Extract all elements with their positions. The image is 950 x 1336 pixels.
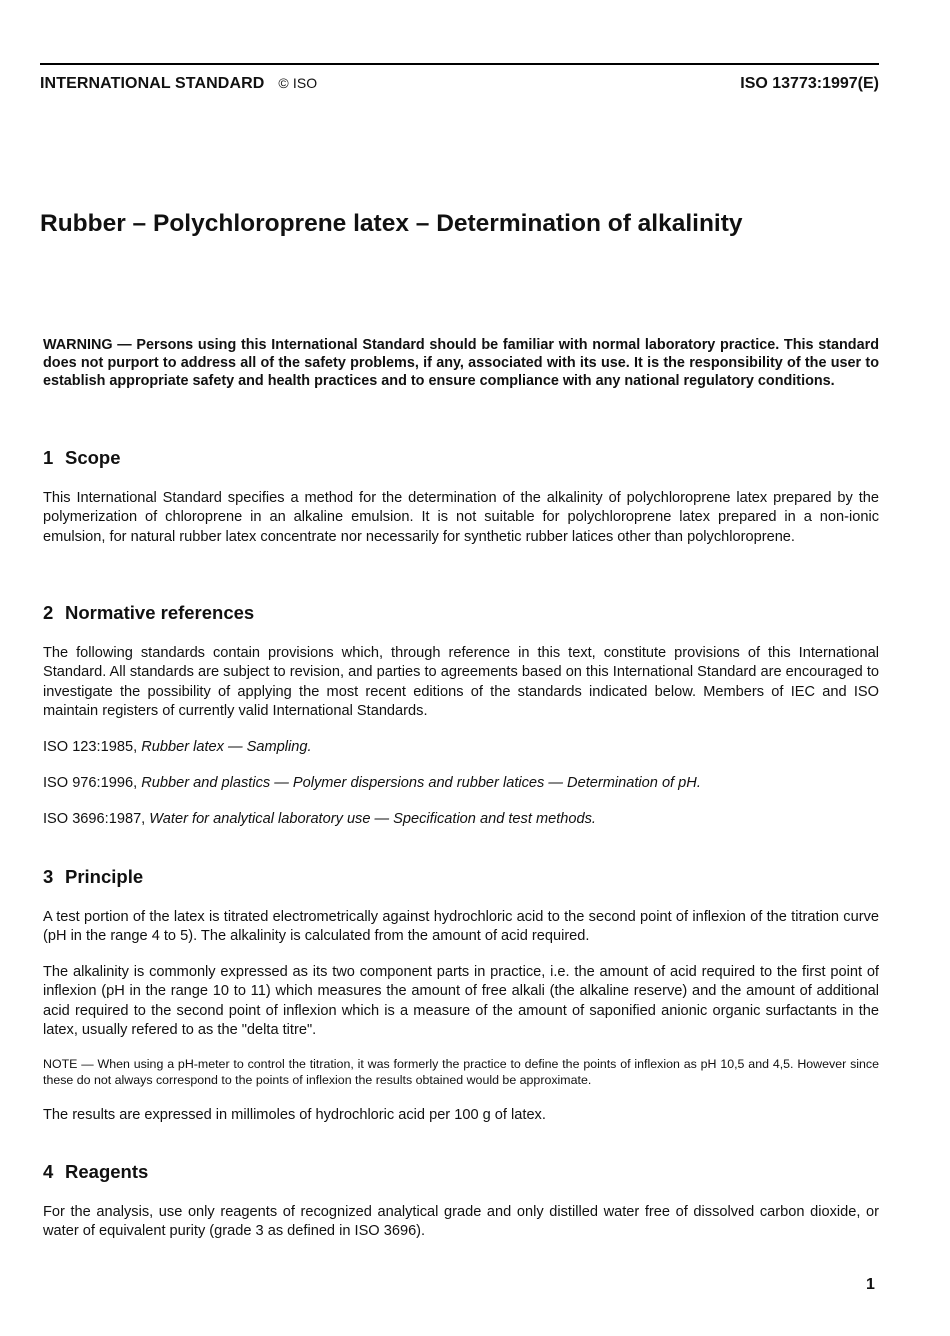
section-title: Normative references	[65, 602, 255, 623]
reference-title: Rubber and plastics — Polymer dispersions and rubber latices — Determination of pH.	[141, 775, 701, 791]
page-number: 1	[866, 1276, 875, 1293]
reagents-paragraph: For the analysis, use only reagents of recognized analytical grade and only distilled water free of dissolved carbon dioxide, or water of equivalent purity (grade 3 as defined in ISO 3696).	[43, 1204, 879, 1240]
reference-title: Water for analytical laboratory use — Specification and test methods.	[149, 811, 596, 827]
reference-item	[43, 738, 879, 757]
page-header	[40, 72, 879, 96]
section-title: Reagents	[65, 1161, 149, 1182]
note-text: NOTE — When using a pH-meter to control the titration, it was formerly the practice to define the points of inflexion as pH 10,5 and 4,5. However since these do not always correspond to the points of inflexion the results obtained would be approximate.	[43, 1057, 879, 1088]
normative-paragraph: The following standards contain provisions which, through reference in this text, constitute provisions of this International Standard. All standards are subject to revision, and parties to agreements based on this International Standard are encouraged to investigate the possibility of applying the most recent editions of the standards indicated below. Members of IEC and ISO maintain registers of currently valid International Standards.	[43, 645, 879, 720]
section-normative-heading	[43, 602, 879, 624]
header-title: INTERNATIONAL STANDARD	[40, 75, 265, 92]
section-number: 4	[43, 1161, 54, 1182]
section-principle-body	[43, 1106, 879, 1125]
section-number: 3	[43, 866, 54, 887]
header-copyright: © ISO	[278, 75, 318, 91]
document-title: Rubber – Polychloroprene latex – Determination of alkalinity	[40, 210, 743, 237]
warning-block	[43, 336, 879, 391]
section-principle-heading	[43, 866, 879, 888]
section-title: Scope	[65, 447, 121, 468]
section-scope-heading	[43, 447, 879, 469]
reference-item	[43, 810, 879, 829]
section-number: 1	[43, 447, 54, 468]
principle-paragraph-3: The results are expressed in millimoles of hydrochloric acid per 100 g of latex.	[43, 1107, 546, 1123]
principle-note	[43, 1056, 879, 1088]
reference-code: ISO 976:1996,	[43, 775, 142, 791]
section-normative-body	[43, 644, 879, 722]
section-title: Principle	[65, 866, 144, 887]
warning-text: WARNING — Persons using this International Standard should be familiar with normal laboratory practice. This standard does not purport to address all of the safety problems, if any, associated with its use. It is the responsibility of the user to establish appropriate safety and health practices and to ensure compliance with any national regulatory conditions.	[43, 337, 879, 390]
reference-code: ISO 3696:1987,	[43, 811, 150, 827]
reference-item	[43, 774, 879, 793]
section-principle-body	[43, 908, 879, 947]
header-rule	[40, 63, 879, 65]
principle-paragraph-2: The alkalinity is commonly expressed as its two component parts in practice, i.e. the amount of acid required to the first point of inflexion (pH in the range 10 to 11) which measures the amount of free alkali (the alkaline reserve) and the amount of additional acid required to the second point of inflexion which is a measure of the amount of saponified anionic organic surfactants in the latex, usually refered to as the "delta titre".	[43, 964, 879, 1039]
section-scope-body	[43, 489, 879, 547]
section-principle-body	[43, 963, 879, 1041]
reference-title: Rubber latex — Sampling.	[141, 739, 312, 755]
section-reagents-body	[43, 1203, 879, 1242]
reference-code: ISO 123:1985,	[43, 739, 142, 755]
document-id: ISO 13773:1997(E)	[740, 75, 879, 92]
section-reagents-heading	[43, 1161, 879, 1183]
header-left	[40, 75, 317, 93]
section-number: 2	[43, 602, 54, 623]
principle-paragraph-1: A test portion of the latex is titrated electrometrically against hydrochloric acid to the second point of inflexion of the titration curve (pH in the range 4 to 5). The alkalinity is calculated from the amount of acid required.	[43, 909, 879, 945]
scope-paragraph: This International Standard specifies a method for the determination of the alkalinity of polychloroprene latex prepared by the polymerization of chloroprene in an alkaline emulsion. It is not suitable for polychloroprene latex prepared in a non-ionic emulsion, for natural rubber latex concentrate nor necessarily for synthetic rubber latices other than polychloroprene.	[43, 490, 879, 545]
